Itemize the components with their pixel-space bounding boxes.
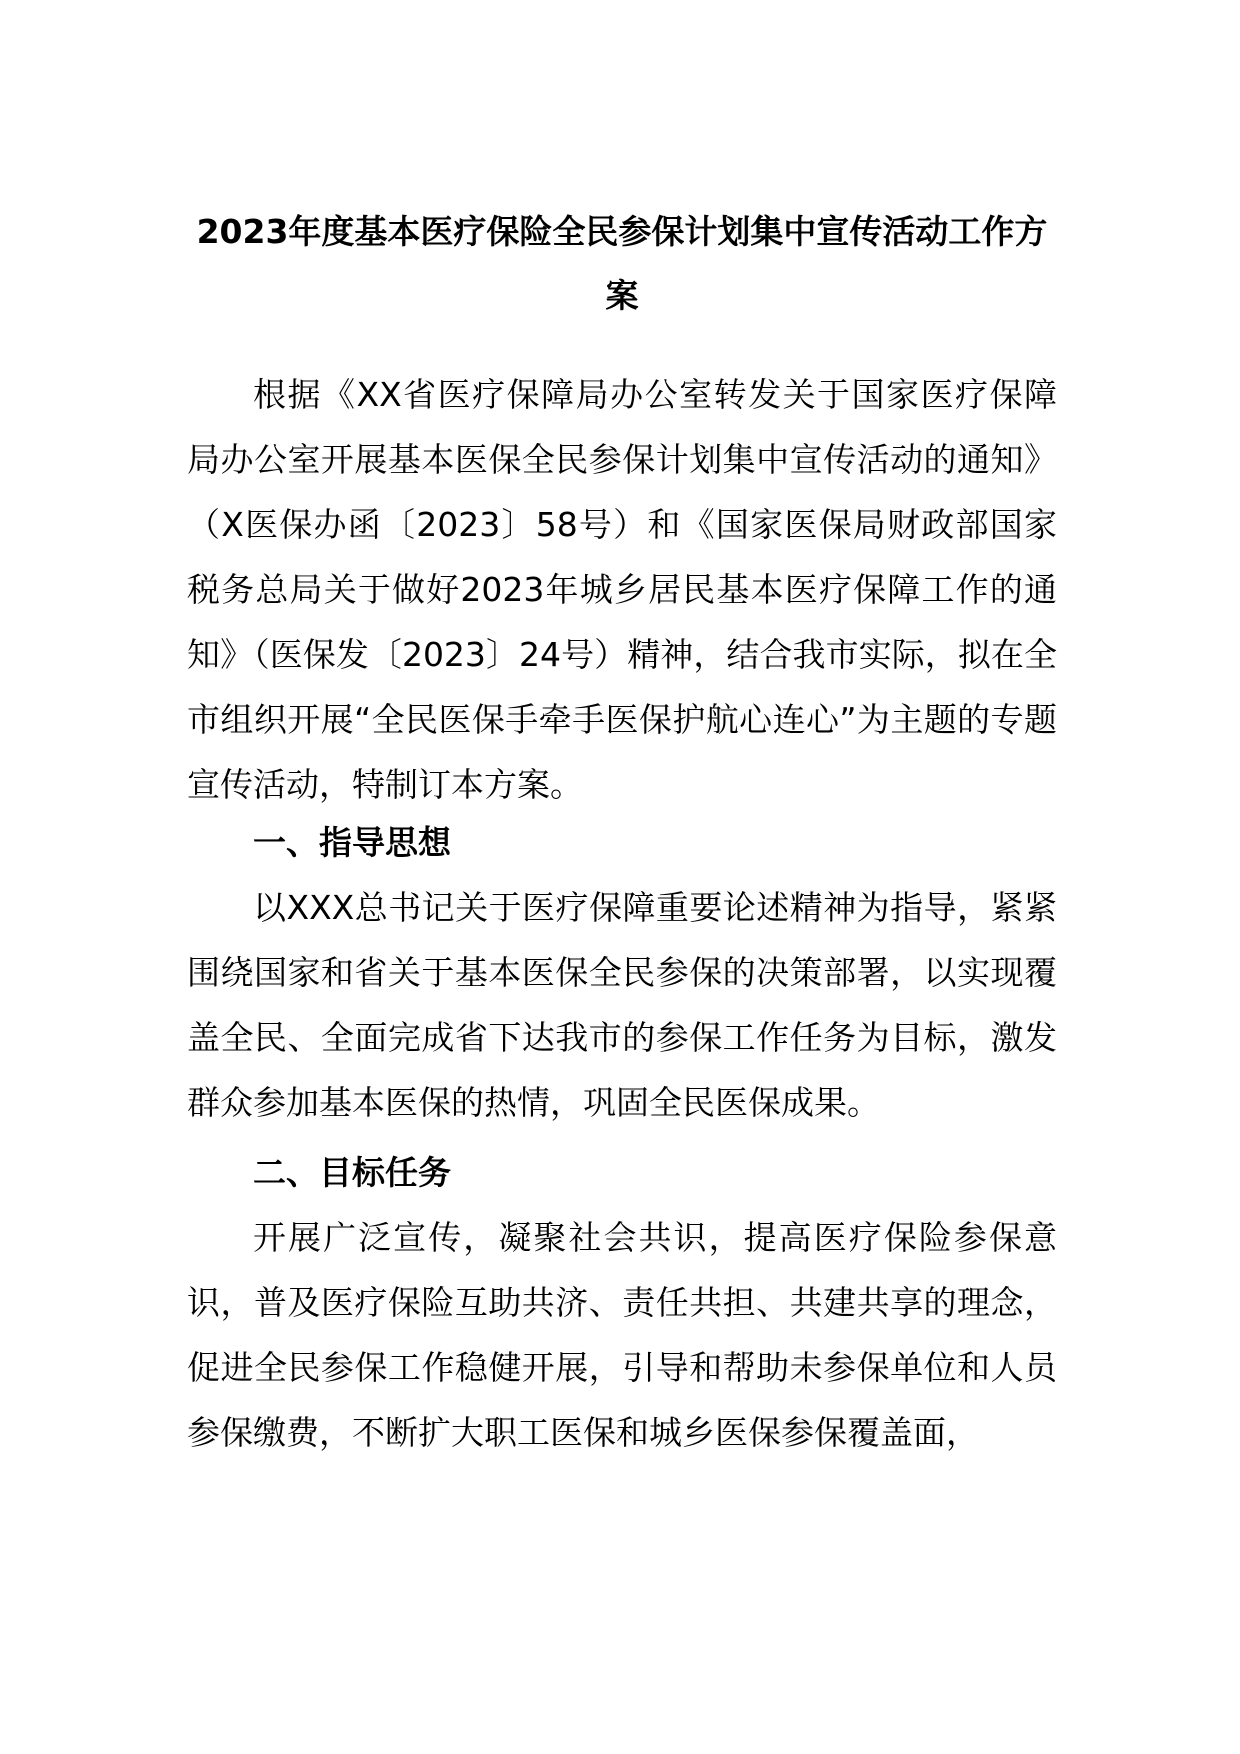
- section-heading-guiding-ideology: 一、指导思想: [253, 823, 451, 862]
- section-paragraph-guiding-ideology: 以XXX总书记关于医疗保障重要论述精神为指导，紧紧围绕国家和省关于基本医保全民参保的决策部署，以实现覆盖全民、全面完成省下达我市的参保工作任务为目标，激发群众参加基本医保的热情，巩固全民医保成果。: [187, 888, 1057, 1122]
- intro-paragraph: 根据《XX省医疗保障局办公室转发关于国家医疗保障局办公室开展基本医保全民参保计划集中宣传活动的通知》（X医保办函〔2023〕58号）和《国家医保局财政部国家税务总局关于做好2023年城乡居民基本医疗保障工作的通知》（医保发〔2023〕24号）精神，结合我市实际，拟在全市组织开展“全民医保手牵手医保护航心连心”为主题的专题宣传活动，特制订本方案。: [187, 375, 1057, 804]
- document-title: 2023年度基本医疗保险全民参保计划集中宣传活动工作方案: [196, 212, 1048, 315]
- section-paragraph-objectives: 开展广泛宣传，凝聚社会共识，提高医疗保险参保意识，普及医疗保险互助共济、责任共担、共建共享的理念，促进全民参保工作稳健开展，引导和帮助未参保单位和人员参保缴费，不断扩大职工医保和城乡医保参保覆盖面，: [187, 1218, 1057, 1452]
- section-heading-objectives: 二、目标任务: [253, 1153, 451, 1192]
